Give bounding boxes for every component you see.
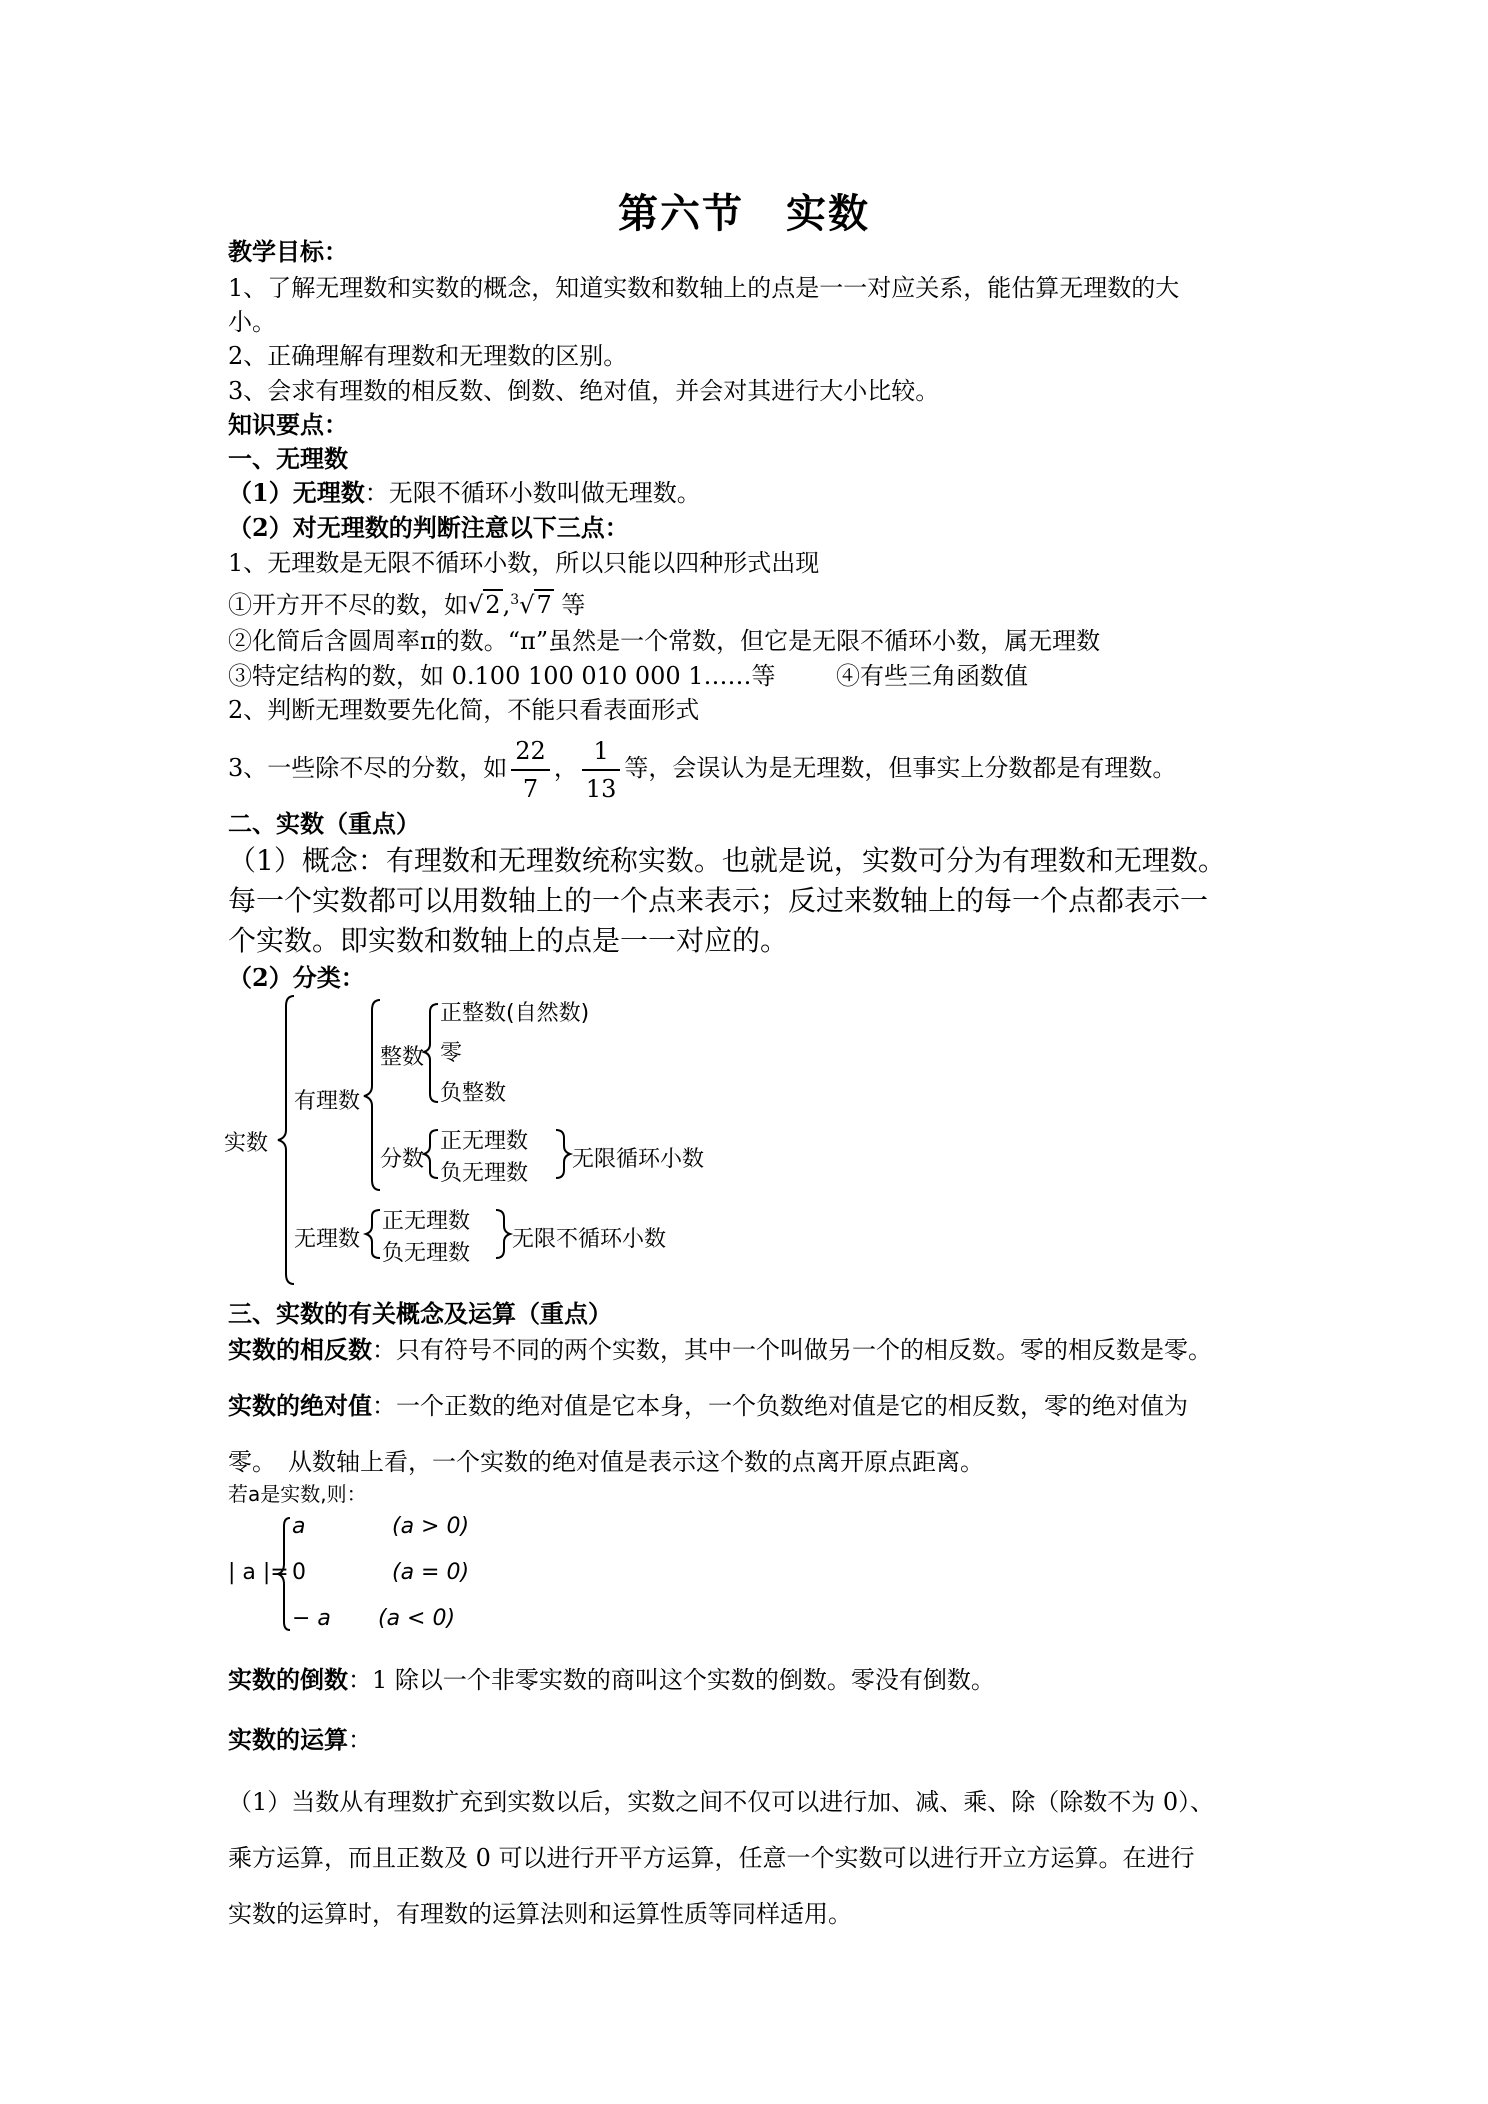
rec-label: 实数的倒数 [228, 1665, 348, 1694]
irrational-definition [228, 477, 701, 509]
opp-text: ：只有符号不同的两个实数，其中一个叫做另一个的相反数。零的相反数是零。 [372, 1336, 1212, 1364]
case3-condition: (a < 0) [378, 1606, 456, 1631]
point-1: 1、无理数是无限不循环小数，所以只能以四种形式出现 [228, 549, 820, 577]
root-index: 3 [510, 592, 520, 608]
objective-line: 3、会求有理数的相反数、倒数、绝对值，并会对其进行大小比较。 [228, 377, 940, 405]
node-pos-int: 正整数(自然数) [440, 1001, 590, 1026]
abs-label: 实数的绝对值 [228, 1391, 372, 1420]
node-neg-frac: 负无理数 [440, 1161, 529, 1186]
case2-condition: (a = 0) [392, 1560, 470, 1585]
ops-colon: ： [348, 1726, 372, 1754]
absolute-value-cont: 零。 从数轴上看，一个实数的绝对值是表示这个数的点离开原点距离。 [228, 1448, 984, 1476]
fraction-1-13: $\frac{1}{13}$ [582, 733, 621, 807]
point-2: 2、判断无理数要先化简，不能只看表面形式 [228, 696, 700, 724]
reciprocal [228, 1664, 995, 1696]
case1-condition: (a > 0) [392, 1514, 470, 1539]
classification-tree [220, 990, 740, 1290]
def-label: （1）无理数 [228, 478, 365, 507]
operations-line: 乘方运算，而且正数及 0 可以进行开平方运算，任意一个实数可以进行开立方运算。在进行 [228, 1844, 1195, 1872]
form1-prefix: ①开方开不尽的数，如 [228, 591, 468, 619]
node-fraction: 分数 [380, 1147, 425, 1172]
point3-suffix: 等，会误认为是无理数，但事实上分数都是有理数。 [624, 754, 1177, 782]
node-irr-note: 无限不循环小数 [512, 1227, 667, 1252]
cbrt-7: √7 [519, 591, 552, 619]
concept-line: 每一个实数都可以用数轴上的一个点来表示；反过来数轴上的每一个点都表示一 [228, 884, 1209, 917]
abs-text: ：一个正数的绝对值是它本身，一个负数绝对值是它的相反数，零的绝对值为 [372, 1392, 1188, 1420]
judge-heading: （2）对无理数的判断注意以下三点： [228, 513, 629, 542]
section3-heading: 三、实数的有关概念及运算（重点） [228, 1299, 612, 1328]
node-neg-irr: 负无理数 [382, 1241, 471, 1266]
node-zero: 零 [440, 1041, 463, 1066]
form1-suffix: 等 [553, 591, 586, 619]
node-real: 实数 [224, 1131, 269, 1156]
absolute-value [228, 1390, 1188, 1422]
objective-line: 小。 [228, 308, 276, 336]
operations-line: 实数的运算时，有理数的运算法则和运算性质等同样适用。 [228, 1900, 852, 1928]
if-a-line: 若a是实数,则： [228, 1482, 367, 1506]
objective-line: 1、了解无理数和实数的概念，知道实数和数轴上的点是一一对应关系，能估算无理数的大 [228, 274, 1180, 302]
opposite-number [228, 1334, 1212, 1366]
node-pos-irr: 正无理数 [382, 1209, 471, 1234]
objective-line: 2、正确理解有理数和无理数的区别。 [228, 342, 628, 370]
concept-line: 个实数。即实数和数轴上的点是一一对应的。 [228, 924, 789, 957]
node-pos-frac: 正无理数 [440, 1129, 529, 1154]
operations-line: （1）当数从有理数扩充到实数以后，实数之间不仅可以进行加、减、乘、除（除数不为 0）、 [228, 1788, 1215, 1816]
section2-heading: 二、实数（重点） [228, 809, 420, 838]
form-2: ②化简后含圆周率π的数。“π”虽然是一个常数，但它是无限不循环小数，属无理数 [228, 627, 1101, 655]
form-4: ④有些三角函数值 [836, 662, 1028, 690]
case2-value: 0 [292, 1560, 306, 1585]
node-irrational: 无理数 [294, 1227, 361, 1252]
rec-text: ：1 除以一个非零实数的商叫这个实数的倒数。零没有倒数。 [348, 1666, 995, 1694]
point-3 [228, 728, 1176, 808]
form-3: ③特定结构的数，如 0.100 100 010 000 1……等 [228, 662, 776, 690]
def-text: ：无限不循环小数叫做无理数。 [364, 479, 701, 507]
case1-value: a [292, 1514, 306, 1539]
node-neg-int: 负整数 [440, 1081, 507, 1106]
operations-heading [228, 1724, 372, 1756]
point3-prefix: 3、一些除不尽的分数，如 [228, 754, 508, 782]
node-frac-note: 无限循环小数 [572, 1147, 705, 1172]
objectives-heading: 教学目标： [228, 237, 348, 266]
form1-sep: , [502, 591, 511, 619]
node-integer: 整数 [380, 1045, 425, 1070]
node-rational: 有理数 [294, 1089, 361, 1114]
concept-line: （1）概念：有理数和无理数统称实数。也就是说，实数可分为有理数和无理数。 [228, 844, 1226, 877]
form-1 [228, 584, 585, 621]
section1-heading: 一、无理数 [228, 444, 348, 473]
page-title: 第六节 实数 [618, 190, 870, 237]
fraction-22-7: $\frac{22}{7}$ [511, 733, 550, 807]
abs-piecewise [228, 1510, 488, 1640]
comma: ， [553, 754, 578, 782]
sqrt-2: √2 [468, 591, 501, 619]
ops-label: 实数的运算 [228, 1725, 348, 1754]
knowledge-heading: 知识要点： [228, 410, 348, 439]
abs-lhs: | a |= [228, 1560, 289, 1585]
case3-value: − a [292, 1606, 331, 1631]
opp-label: 实数的相反数 [228, 1335, 372, 1364]
classification-heading: （2）分类： [228, 963, 365, 992]
